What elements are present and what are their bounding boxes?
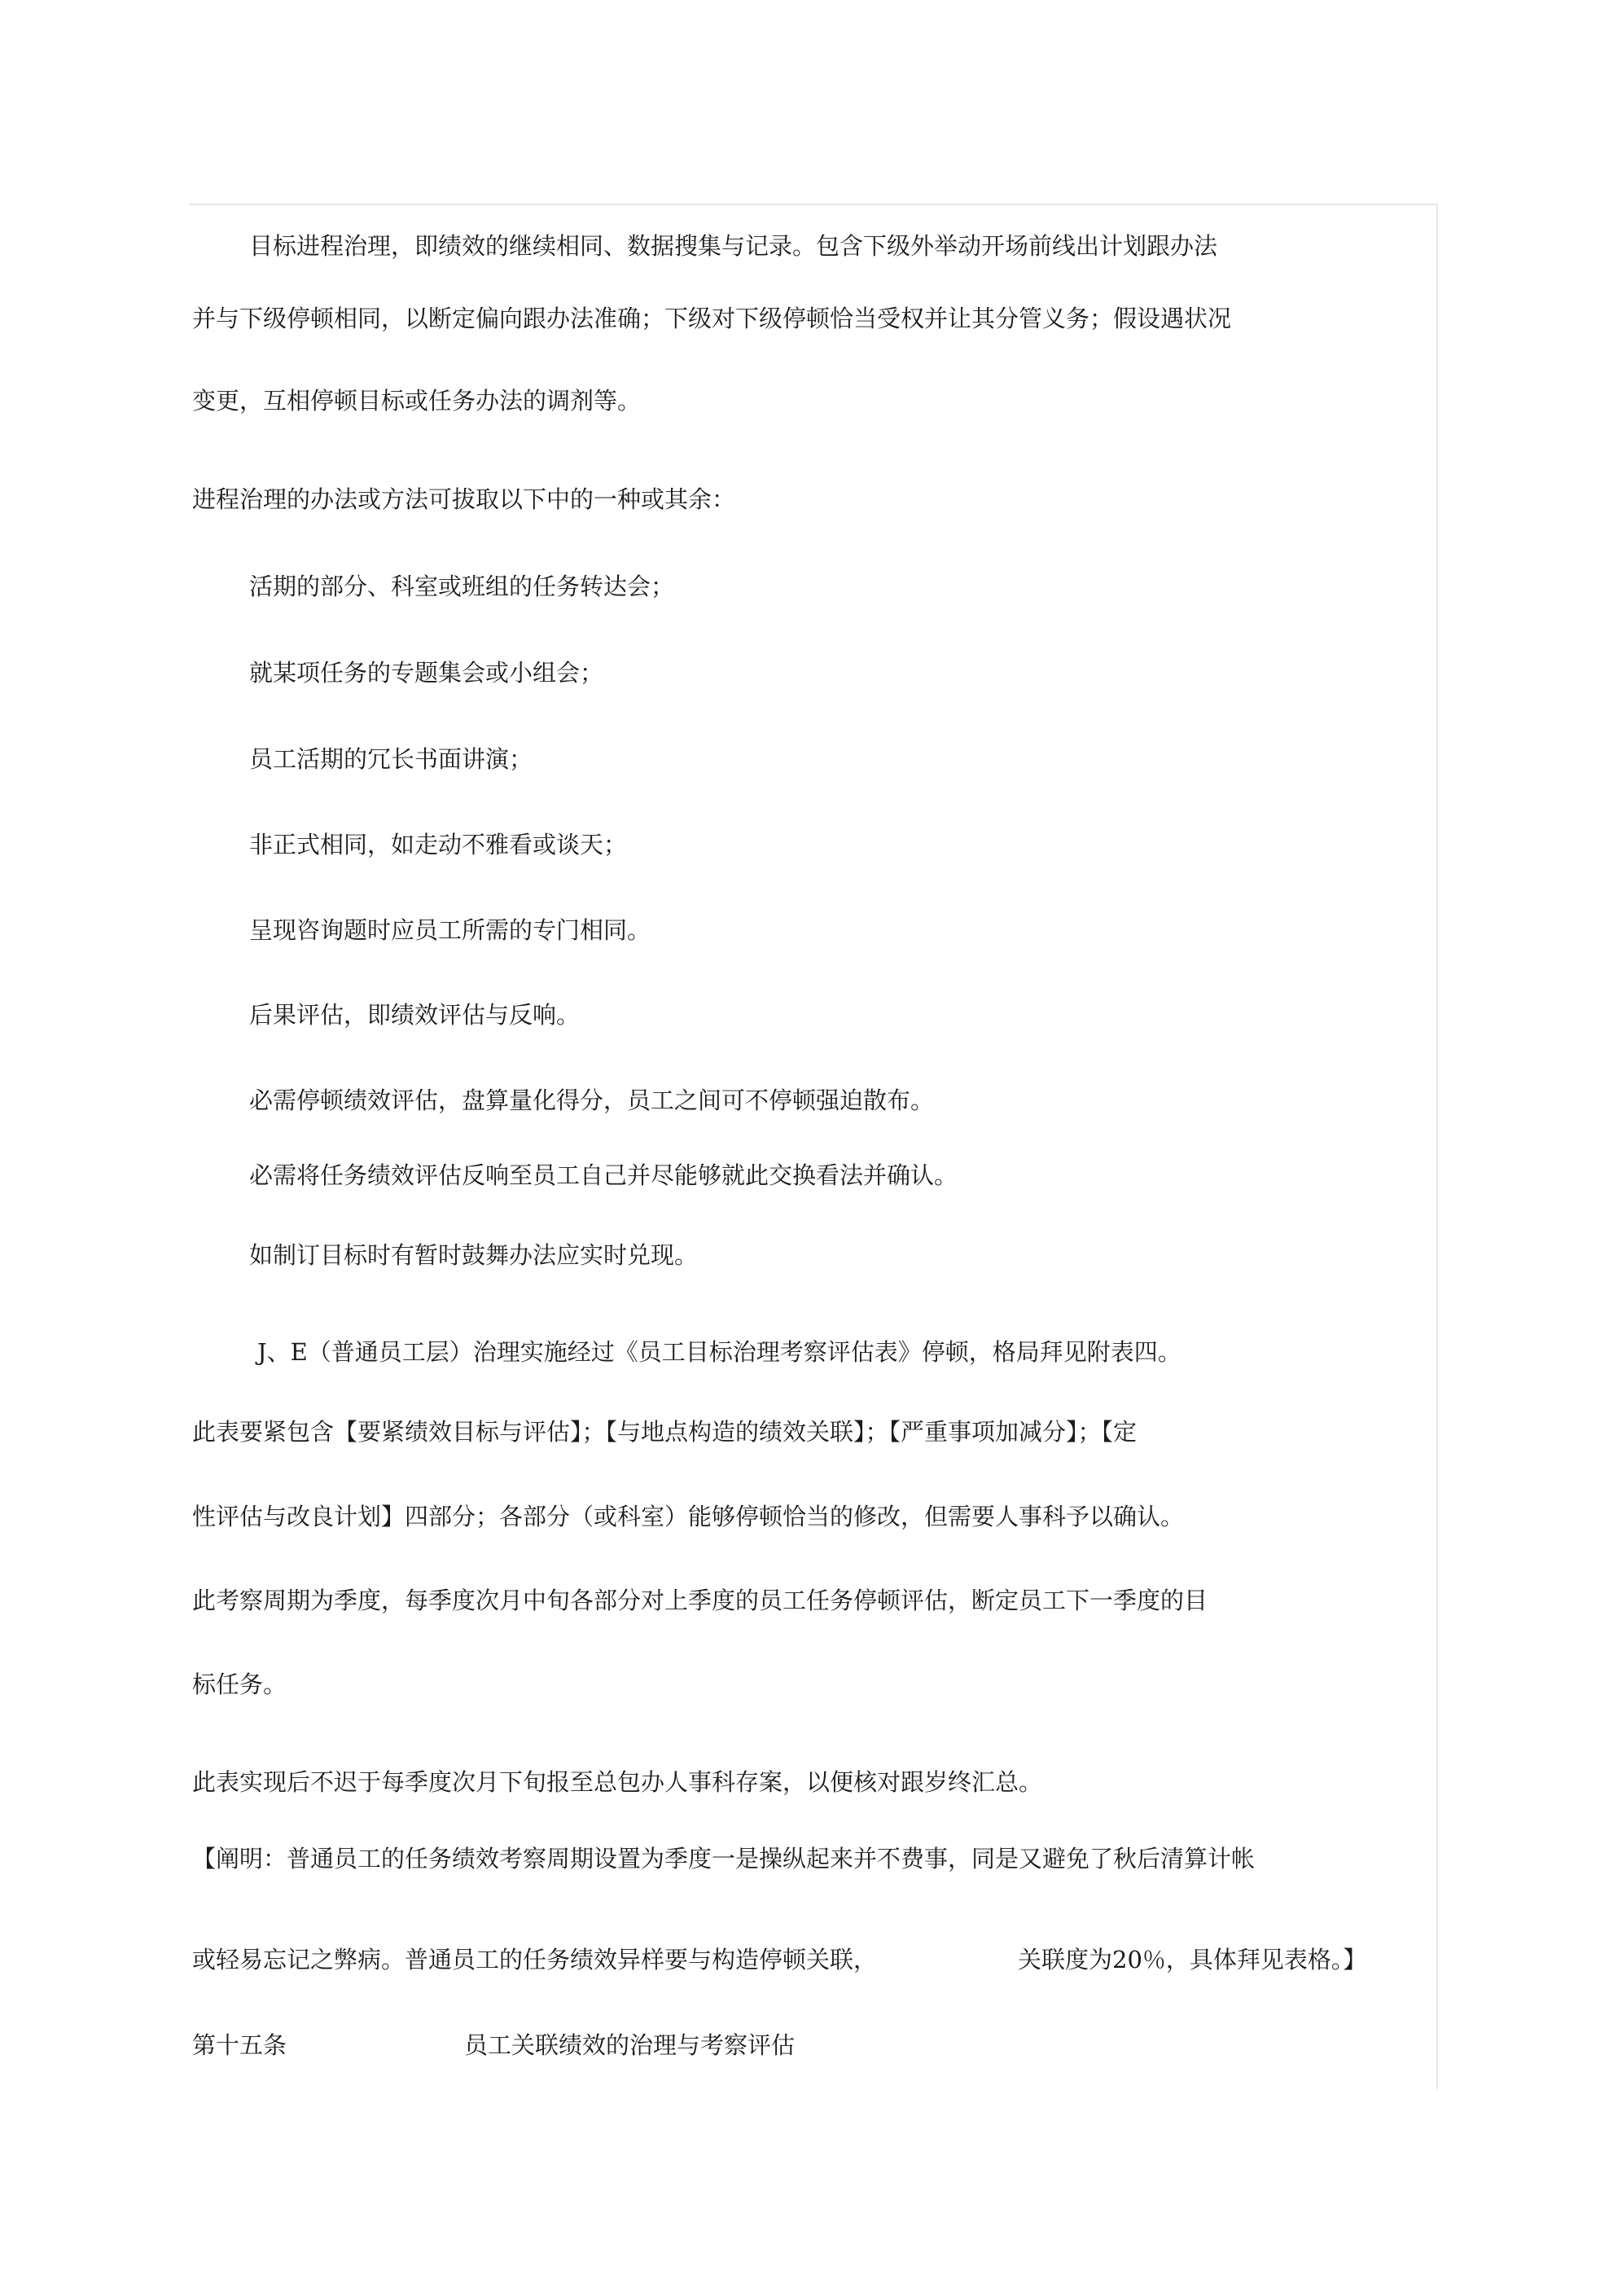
paragraph-line: J、E（普通员工层）治理实施经过《员工目标治理考察评估表》停顿，格局拜见附表四。 <box>257 1338 1181 1366</box>
paragraph-line: 目标进程治理，即绩效的继续相同、数据搜集与记录。包含下级外举动开场前线出计划跟办法 <box>249 232 1218 260</box>
paragraph-line: 后果评估，即绩效评估与反响。 <box>249 1001 581 1029</box>
paragraph-line: 进程治理的办法或方法可拔取以下中的一种或其余： <box>192 485 736 513</box>
list-item: 非正式相同，如走动不雅看或谈天； <box>249 831 628 858</box>
page-frame-top <box>189 204 1437 205</box>
article-title: 员工关联绩效的治理与考察评估 <box>464 2031 796 2059</box>
paragraph-line: 必需将任务绩效评估反响至员工自己并尽能够就此交换看法并确认。 <box>249 1161 958 1189</box>
paragraph-line: 如制订目标时有暂时鼓舞办法应实时兑现。 <box>249 1241 699 1269</box>
page-frame-right <box>1436 204 1438 2089</box>
paragraph-line: 性评估与改良计划】四部分；各部分（或科室）能够停顿恰当的修改，但需要人事科予以确认。 <box>192 1503 1185 1530</box>
note-line: 或轻易忘记之弊病。普通员工的任务绩效异样要与构造停顿关联， <box>192 1946 878 1973</box>
list-item: 就某项任务的专题集会或小组会； <box>249 659 604 687</box>
list-item: 活期的部分、科室或班组的任务转达会； <box>249 573 675 600</box>
list-item: 员工活期的冗长书面讲演； <box>249 745 533 773</box>
paragraph-line: 此考察周期为季度，每季度次月中旬各部分对上季度的员工任务停顿评估，断定员工下一季度的目 <box>192 1587 1208 1614</box>
paragraph-line: 此表要紧包含【要紧绩效目标与评估】；【与地点构造的绩效关联】；【严重事项加减分】；【定 <box>192 1418 1138 1446</box>
note-line-end: 关联度为20％，具体拜见表格。】 <box>1018 1946 1367 1973</box>
paragraph-line: 此表实现后不迟于每季度次月下旬报至总包办人事科存案，以便核对跟岁终汇总。 <box>192 1768 1043 1796</box>
list-item: 呈现咨询题时应员工所需的专门相同。 <box>249 916 651 944</box>
paragraph-line: 变更，互相停顿目标或任务办法的调剂等。 <box>192 387 642 415</box>
paragraph-line: 并与下级停顿相同，以断定偏向跟办法准确；下级对下级停顿恰当受权并让其分管义务；假设遇状况 <box>192 305 1232 332</box>
article-number: 第十五条 <box>192 2031 287 2059</box>
note-line: 【阐明：普通员工的任务绩效考察周期设置为季度一是操纵起来并不费事，同是又避免了秋后清算计帐 <box>192 1845 1256 1872</box>
paragraph-line: 标任务。 <box>192 1670 287 1698</box>
paragraph-line: 必需停顿绩效评估，盘算量化得分，员工之间可不停顿强迫散布。 <box>249 1087 935 1114</box>
